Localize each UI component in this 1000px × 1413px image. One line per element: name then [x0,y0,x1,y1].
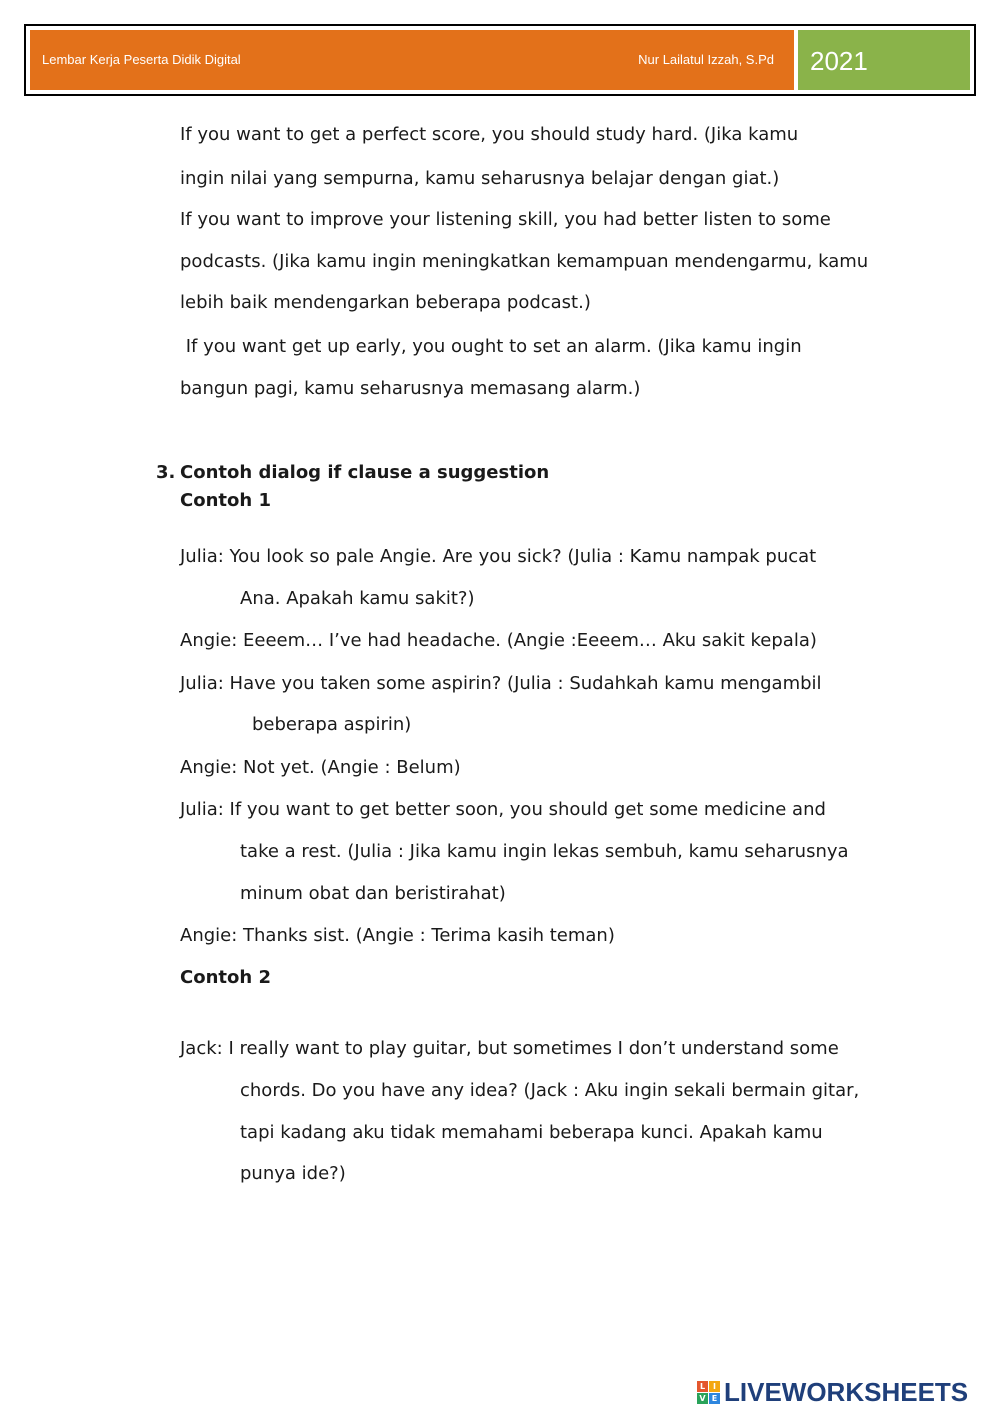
author-name: Nur Lailatul Izzah, S.Pd [638,52,774,67]
logo-letter: L [697,1381,708,1392]
intro-line: If you want to get a perfect score, you should study hard. (Jika kamu [180,124,799,145]
year-box [798,30,970,90]
logo-mark-icon [697,1381,720,1404]
example-1-title: Contoh 1 [180,490,271,511]
dialog-line: minum obat dan beristirahat) [240,883,506,904]
dialog-line: chords. Do you have any idea? (Jack : Aku ingin sekali bermain gitar, [240,1080,860,1101]
logo-letter: V [697,1393,708,1404]
section-title: Contoh dialog if clause a suggestion [180,462,550,483]
dialog-line: punya ide?) [240,1163,346,1184]
dialog-line: Angie: Eeeem… I’ve had headache. (Angie :Eeeem… Aku sakit kepala) [180,630,817,651]
logo-letter: I [709,1381,720,1392]
header-banner [24,24,976,96]
intro-line: If you want to improve your listening skill, you had better listen to some [180,209,831,230]
intro-line: If you want get up early, you ought to set an alarm. (Jika kamu ingin [180,336,802,357]
dialog-line: Julia: Have you taken some aspirin? (Julia : Sudahkah kamu mengambil [180,673,822,694]
intro-line: lebih baik mendengarkan beberapa podcast.) [180,292,591,313]
section-number: 3. [156,462,176,483]
dialog-line: Jack: I really want to play guitar, but sometimes I don’t understand some [180,1038,839,1059]
dialog-line: Julia: If you want to get better soon, you should get some medicine and [180,799,826,820]
dialog-line: take a rest. (Julia : Jika kamu ingin lekas sembuh, kamu seharusnya [240,841,849,862]
dialog-line: Julia: You look so pale Angie. Are you sick? (Julia : Kamu nampak pucat [180,546,817,567]
dialog-line: tapi kadang aku tidak memahami beberapa kunci. Apakah kamu [240,1122,823,1143]
dialog-line: beberapa aspirin) [252,714,412,735]
dialog-line: Ana. Apakah kamu sakit?) [240,588,475,609]
dialog-line: Angie: Not yet. (Angie : Belum) [180,757,461,778]
logo-text: LIVEWORKSHEETS [724,1376,969,1407]
worksheet-title: Lembar Kerja Peserta Didik Digital [42,52,241,67]
example-2-title: Contoh 2 [180,967,271,988]
header-title-bar [30,30,794,90]
intro-line: bangun pagi, kamu seharusnya memasang alarm.) [180,378,641,399]
intro-line: podcasts. (Jika kamu ingin meningkatkan kemampuan mendengarmu, kamu [180,251,869,272]
liveworksheets-logo[interactable] [697,1378,968,1406]
intro-line: ingin nilai yang sempurna, kamu seharusnya belajar dengan giat.) [180,168,780,189]
dialog-line: Angie: Thanks sist. (Angie : Terima kasih teman) [180,925,615,946]
year-label: 2021 [810,46,868,76]
logo-letter: E [709,1393,720,1404]
